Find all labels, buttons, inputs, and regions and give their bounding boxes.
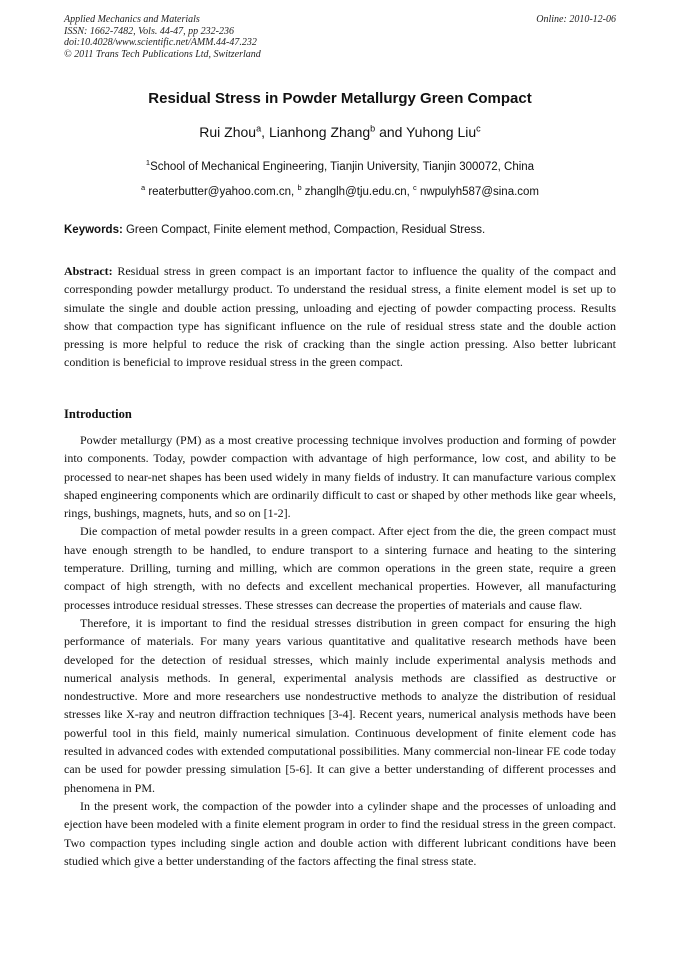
email-address: nwpulyh587@sina.com (416, 186, 540, 198)
email-address: zhanglh@tju.edu.cn, (301, 186, 414, 198)
paragraph: Die compaction of metal powder results in a green compact. After eject from the die, the green compact must have enough strength to be handled, to endure transport to a sintering furnace and heating to the sintering temperature. Drilling, turning and milling, which are common operations in the green state, require a green compact of high strength, with no defects and excellent mechanical properties. However, all manufacturing processes introduce residual stresses. These stresses can decrease the properties of materials and cause flaw. (64, 524, 616, 612)
introduction-body (64, 431, 616, 870)
affiliation-marker: 1 (145, 158, 151, 168)
author-marker: a (256, 123, 262, 134)
author-marker: c (476, 123, 481, 134)
online-date: Online: 2010-12-06 (536, 14, 616, 25)
author-list (64, 124, 616, 140)
keywords-label: Keywords: (64, 224, 123, 236)
issn-line: ISSN: 1662-7482, Vols. 44-47, pp 232-236 (64, 25, 234, 37)
keywords-text: Green Compact, Finite element method, Compaction, Residual Stress. (122, 224, 486, 236)
email-marker: a (140, 183, 146, 193)
doi-line: doi:10.4028/www.scientific.net/AMM.44-47.232 (64, 37, 257, 49)
email-list (64, 183, 616, 198)
affiliation-text: School of Mechanical Engineering, Tianjin University, Tianjin 300072, China (150, 161, 535, 173)
paragraph: In the present work, the compaction of the powder into a cylinder shape and the processes of unloading and ejection have been modeled with a finite element program in order to find the residual stress in the green compact. Two compaction types including single action and double action with different lubricant conditions have been studied which give a better understanding of the factors affecting the final stress state. (64, 798, 616, 868)
author-name: Rui Zhou (199, 124, 257, 140)
paragraph: Powder metallurgy (PM) as a most creative processing technique involves production and forming of powder into components. Today, powder compaction with advantage of high performance, low cost, and ability to be processed to near-net shapes has been used widely in many fields of industry. It can manufacture various complex shaped engineering components which are ordinarily difficult to cast or shaped by other methods like gear wheels, rings, bushings, magnets, huts, and so on [1-2]. (64, 433, 616, 521)
email-marker: b (297, 183, 302, 193)
author-marker: b (370, 123, 376, 134)
email-address: reaterbutter@yahoo.com.cn, (145, 186, 298, 198)
email-marker: c (413, 183, 417, 193)
journal-name: Applied Mechanics and Materials (64, 14, 200, 25)
journal-header (64, 14, 616, 60)
affiliation (64, 158, 616, 173)
copyright-line: © 2011 Trans Tech Publications Ltd, Switzerland (64, 48, 261, 60)
abstract (64, 262, 616, 372)
author-name: Lianhong Zhang (268, 124, 371, 140)
keywords (64, 224, 616, 236)
abstract-text: Residual stress in green compact is an important factor to influence the quality of the compact and corresponding powder metallurgy product. To understand the residual stress, a finite element model is set up to simulate the single and double action pressing, unloading and ejecting of powder compacting process. Results show that compaction type has significant influence on the rule of residual stress state and the double action pressing is more helpful to reduce the risk of cracking than the single action pressing. Also better lubricant condition is beneficial to improve residual stress in the green compact. (64, 264, 616, 370)
section-heading-introduction: Introduction (64, 407, 132, 421)
abstract-label: Abstract: (64, 264, 113, 278)
paper-title: Residual Stress in Powder Metallurgy Green Compact (148, 90, 532, 107)
author-name: Yuhong Liu (406, 124, 477, 140)
author-separator: , (261, 124, 269, 140)
paragraph: Therefore, it is important to find the residual stresses distribution in green compact for ensuring the high performance of materials. For many years various quantitative and qualitative research methods have been developed for the detection of residual stresses, which mainly include experimental analysis methods and numerical analysis methods. In general, experimental analysis methods are classified as destructive or nondestructive. More and more researchers use nondestructive methods to analyze the distribution of residual stresses like X-ray and neutron diffraction techniques [3-4]. Recent years, numerical analysis methods have been powerful tool in this field, mainly numerical simulation. Continuous development of finite element code has resulted in advanced codes with extended computational possibilities. Many commercial non-linear FE code today can be used for powder pressing simulation [5-6]. It can give a better understanding of different processes and phenomena in PM. (64, 615, 616, 795)
author-separator: and (375, 124, 407, 140)
